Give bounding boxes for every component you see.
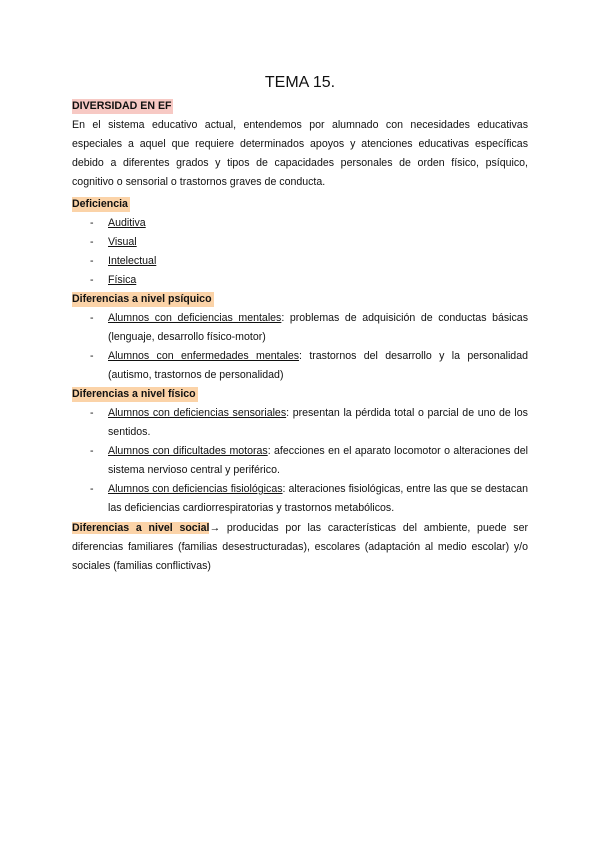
section-diversidad	[72, 97, 528, 192]
list-item: - Alumnos con deficiencias sensoriales: presentan la pérdida total o parcial de uno de los sentidos.	[90, 407, 528, 438]
intro-paragraph: En el sistema educativo actual, entendemos por alumnado con necesidades educativas especiales a aquel que requiere determinados apoyos y atenciones educativas específicas debido a diferentes grados y tipos de capacidades personales de orden físico, psíquico, cognitivo o sensorial o trastornos graves de conducta.	[72, 119, 528, 188]
social-text: producidas por las características del ambiente, puede ser diferencias familiares (familias desestructuradas), escolares (adaptación al medio escolar) y/o sociales (familias conflictivas)	[72, 522, 528, 572]
list-item: - Auditiva	[90, 217, 146, 229]
section-deficiencia	[72, 195, 528, 290]
heading-diversidad: DIVERSIDAD EN EF	[72, 100, 172, 112]
list-item: - Alumnos con dificultades motoras: afecciones en el aparato locomotor o alteraciones del sistema nervioso central y periférico.	[90, 445, 528, 476]
heading-deficiencia: Deficiencia	[72, 198, 128, 210]
list-item: - Alumnos con deficiencias fisiológicas: alteraciones fisiológicas, entre las que se destacan las deficiencias cardiorrespiratorias y trastornos metabólicos.	[90, 483, 528, 514]
page-title: TEMA 15.	[264, 74, 336, 91]
list-item: - Física	[90, 274, 137, 286]
fisico-list	[72, 404, 528, 518]
list-item: - Visual	[90, 236, 137, 248]
section-psiquico	[72, 290, 528, 385]
list-item: - Alumnos con enfermedades mentales: trastornos del desarrollo y la personalidad (autismo, trastornos de personalidad)	[90, 350, 528, 381]
section-social	[72, 519, 528, 576]
heading-fisico: Diferencias a nivel físico	[72, 388, 196, 400]
section-fisico	[72, 385, 528, 518]
list-item: - Alumnos con deficiencias mentales: problemas de adquisición de conductas básicas (lenguaje, desarrollo físico-motor)	[90, 312, 528, 343]
psiquico-list	[72, 309, 528, 385]
heading-psiquico: Diferencias a nivel psíquico	[72, 293, 212, 305]
deficiencia-list	[72, 214, 528, 290]
arrow-icon: →	[209, 522, 221, 534]
list-item: - Intelectual	[90, 255, 157, 267]
heading-social: Diferencias a nivel social	[72, 522, 210, 534]
